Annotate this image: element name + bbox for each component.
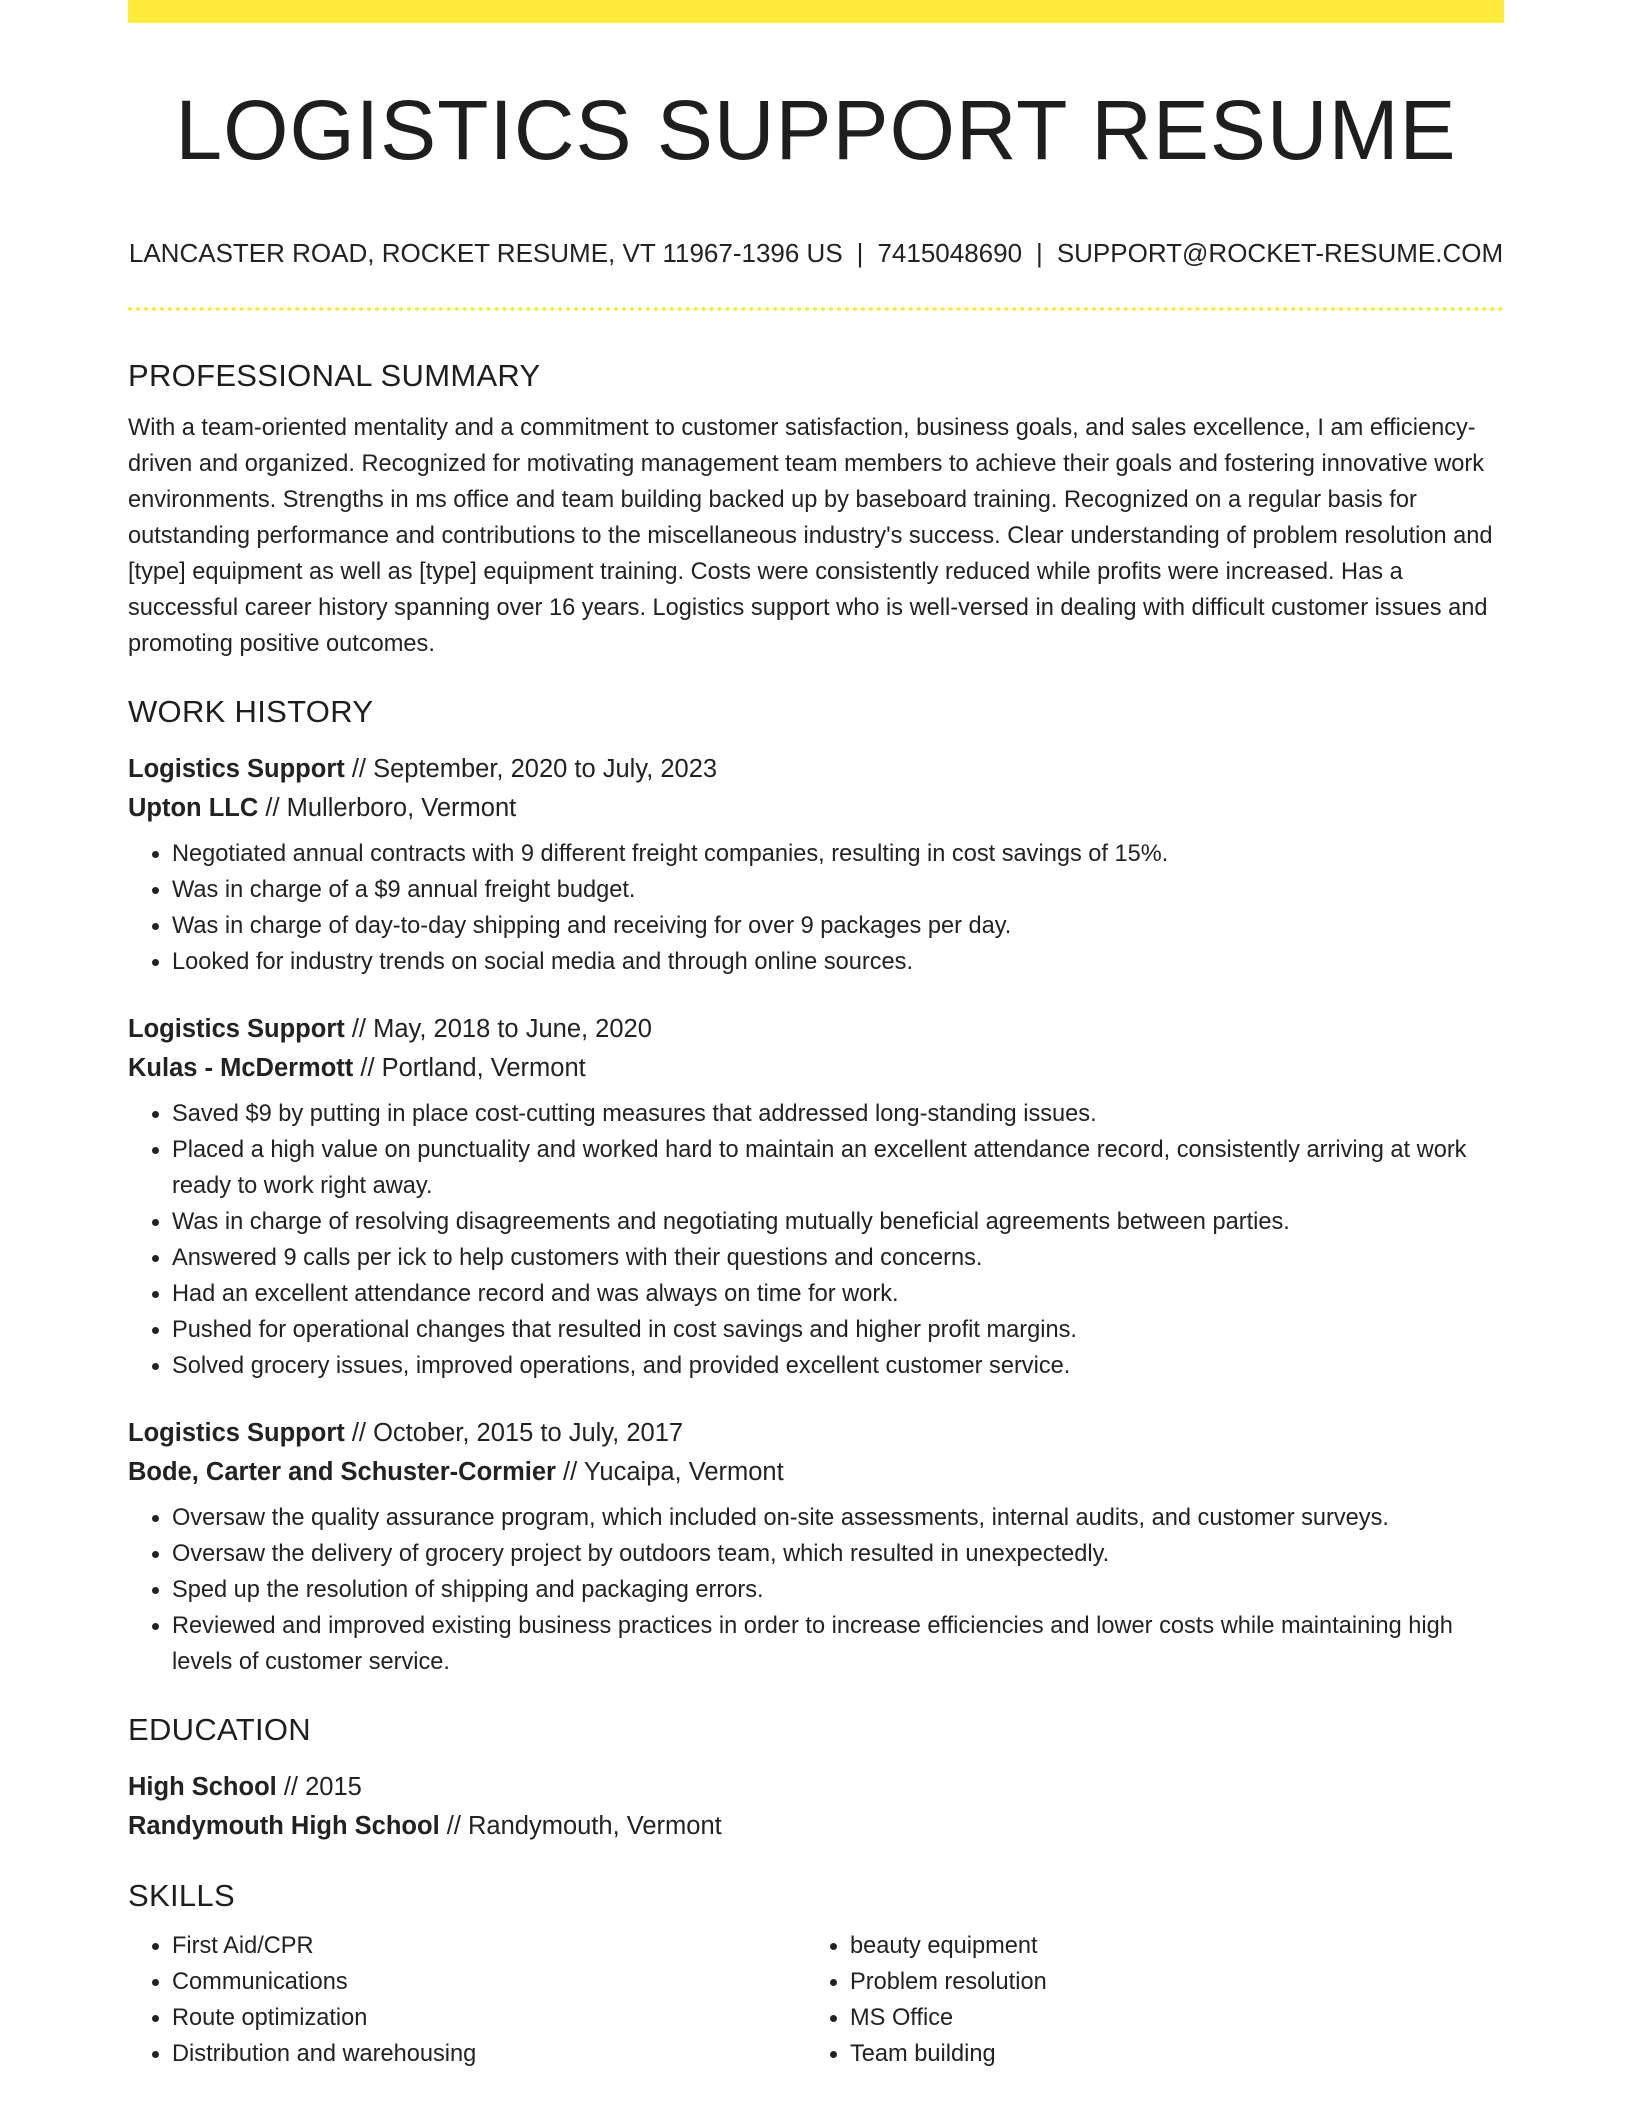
job-bullet: • Sped up the resolution of shipping and packaging errors. <box>172 1572 1504 1608</box>
job-company-line <box>128 789 1504 828</box>
education-section <box>128 1706 1504 1846</box>
job-bullet: • Was in charge of day-to-day shipping and receiving for over 9 packages per day. <box>172 908 1504 944</box>
education-location: // Randymouth, Vermont <box>439 1812 722 1840</box>
job-dates: // October, 2015 to July, 2017 <box>344 1419 684 1447</box>
skills-heading: SKILLS <box>128 1878 235 1913</box>
skill-item: • Communications <box>172 1964 806 2000</box>
job-bullet: • Had an excellent attendance record and was always on time for work. <box>172 1276 1504 1312</box>
job-bullet: • Solved grocery issues, improved operations, and provided excellent customer service. <box>172 1348 1504 1384</box>
job-bullets <box>128 1096 1504 1384</box>
job-location: // Portland, Vermont <box>353 1054 586 1082</box>
contact-separator: | <box>1036 238 1043 268</box>
job-dates: // May, 2018 to June, 2020 <box>344 1015 652 1043</box>
job-entry <box>128 1010 1504 1384</box>
job-title: Logistics Support <box>128 755 345 783</box>
job-title-line <box>128 1010 1504 1049</box>
job-entry <box>128 750 1504 980</box>
skill-item: • Route optimization <box>172 2000 806 2036</box>
job-company: Kulas - McDermott <box>128 1054 354 1082</box>
skills-list-right <box>806 1928 1484 2072</box>
contact-separator: | <box>856 238 864 268</box>
contact-line <box>128 236 1504 270</box>
job-location: // Mullerboro, Vermont <box>258 794 517 822</box>
job-bullet: • Looked for industry trends on social media and through online sources. <box>172 944 1504 980</box>
job-bullets <box>128 836 1504 980</box>
skill-item: • Distribution and warehousing <box>172 2036 806 2072</box>
job-company: Upton LLC <box>128 794 259 822</box>
education-year: // 2015 <box>276 1773 362 1801</box>
job-dates: // September, 2020 to July, 2023 <box>344 755 718 783</box>
job-bullet: • Was in charge of resolving disagreements and negotiating mutually beneficial agreements between parties. <box>172 1204 1504 1240</box>
education-school: Randymouth High School <box>128 1812 440 1840</box>
job-title: Logistics Support <box>128 1015 345 1043</box>
job-company-line <box>128 1049 1504 1088</box>
resume-content <box>128 352 1504 2072</box>
skills-columns <box>128 1928 1504 2072</box>
job-title: Logistics Support <box>128 1419 345 1447</box>
job-entry <box>128 1414 1504 1680</box>
contact-address: LANCASTER ROAD, ROCKET RESUME, VT 11967-1396 US <box>128 238 843 268</box>
job-bullet: • Saved $9 by putting in place cost-cutting measures that addressed long-standing issues. <box>172 1096 1504 1132</box>
education-degree-line <box>128 1768 1504 1807</box>
education-degree: High School <box>128 1773 277 1801</box>
skill-item: • MS Office <box>850 2000 1484 2036</box>
job-bullet: • Negotiated annual contracts with 9 different freight companies, resulting in cost savings of 15%. <box>172 836 1504 872</box>
skills-section <box>128 1872 1504 2072</box>
summary-section <box>128 352 1504 662</box>
job-bullet: • Placed a high value on punctuality and worked hard to maintain an excellent attendance record, consistently arriving at work ready to work right away. <box>172 1132 1504 1204</box>
skills-list-left <box>128 1928 806 2072</box>
job-company-line <box>128 1453 1504 1492</box>
job-bullet: • Answered 9 calls per ick to help customers with their questions and concerns. <box>172 1240 1504 1276</box>
job-bullet: • Oversaw the quality assurance program, which included on-site assessments, internal audits, and customer surveys. <box>172 1500 1504 1536</box>
contact-phone: 7415048690 <box>877 238 1023 268</box>
job-location: // Yucaipa, Vermont <box>555 1458 784 1486</box>
education-school-line <box>128 1807 1504 1846</box>
job-title-line <box>128 750 1504 789</box>
job-bullets <box>128 1500 1504 1680</box>
resume-title: LOGISTICS SUPPORT RESUME <box>175 83 1457 177</box>
skill-item: • beauty equipment <box>850 1928 1484 1964</box>
job-company: Bode, Carter and Schuster-Cormier <box>128 1458 556 1486</box>
job-title-line <box>128 1414 1504 1453</box>
skill-item: • Team building <box>850 2036 1484 2072</box>
job-bullet: • Oversaw the delivery of grocery project by outdoors team, which resulted in unexpectedly. <box>172 1536 1504 1572</box>
dotted-divider <box>128 307 1504 311</box>
education-heading: EDUCATION <box>128 1712 311 1747</box>
job-bullet: • Reviewed and improved existing business practices in order to increase efficiencies and lower costs while maintaining high levels of customer service. <box>172 1608 1504 1680</box>
work-history-section <box>128 688 1504 1680</box>
job-bullet: • Was in charge of a $9 annual freight budget. <box>172 872 1504 908</box>
work-history-heading: WORK HISTORY <box>128 694 374 729</box>
contact-email: SUPPORT@ROCKET-RESUME.COM <box>1056 238 1504 268</box>
accent-top-bar <box>128 0 1504 23</box>
summary-text: With a team-oriented mentality and a commitment to customer satisfaction, business goals, and sales excellence, I am efficiency-driven and organized. Recognized for motivating management team members to achieve their goals and fostering innovative work environments. Strengths in ms office and team building backed up by baseboard training. Recognized on a regular basis for outstanding performance and contributions to the miscellaneous industry's success. Clear understanding of problem resolution and [type] equipment as well as [type] equipment training. Costs were consistently reduced while profits were increased. Has a successful career history spanning over 16 years. Logistics support who is well-versed in dealing with difficult customer issues and promoting positive outcomes. <box>128 415 1493 657</box>
summary-heading: PROFESSIONAL SUMMARY <box>128 358 541 393</box>
education-entry <box>128 1768 1504 1846</box>
skill-item: • First Aid/CPR <box>172 1928 806 1964</box>
skill-item: • Problem resolution <box>850 1964 1484 2000</box>
job-bullet: • Pushed for operational changes that resulted in cost savings and higher profit margins. <box>172 1312 1504 1348</box>
